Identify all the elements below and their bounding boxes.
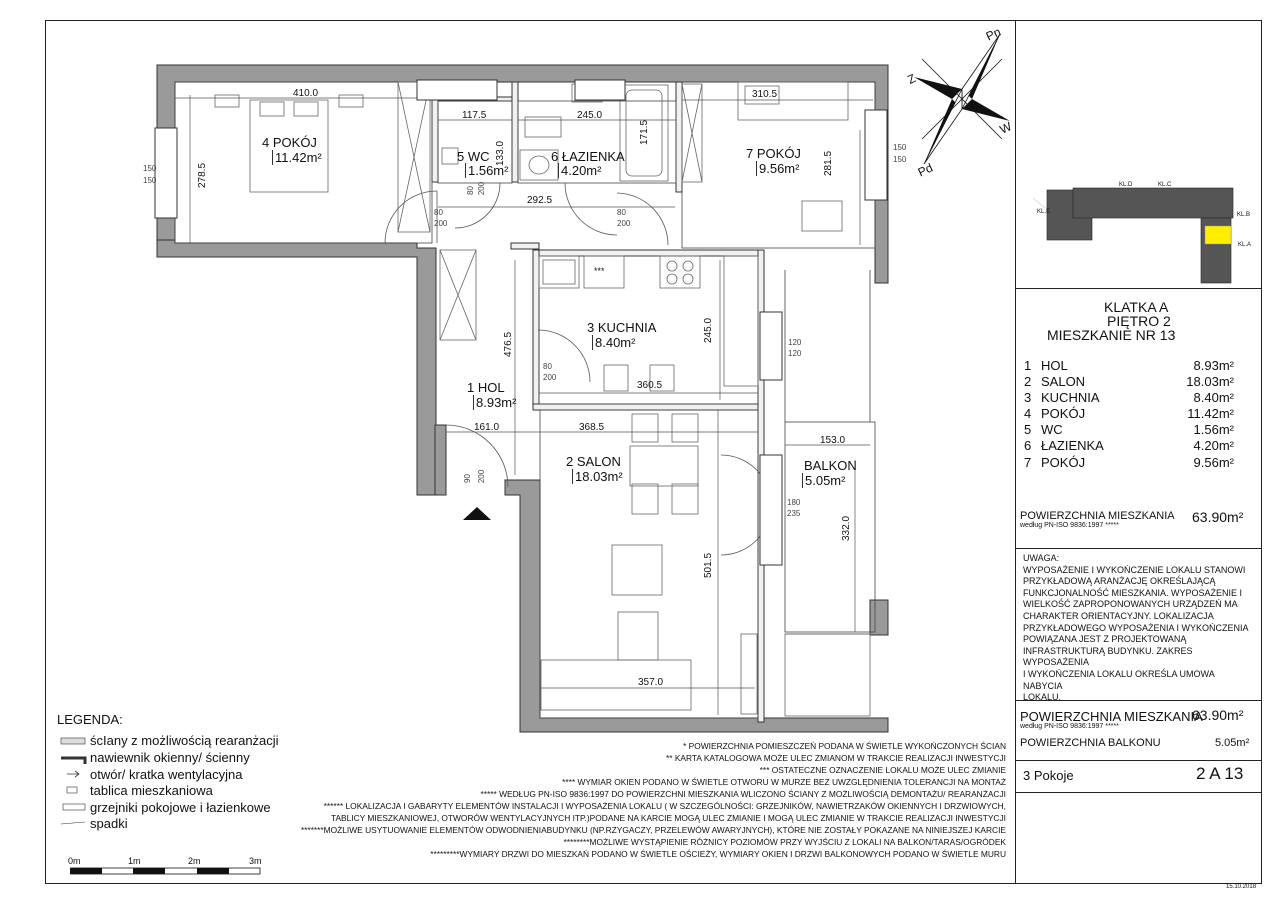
summary-label: POWIERZCHNIA MIESZKANIA (1020, 510, 1175, 522)
note-line: POWIĄZANA JEST Z PROJEKTOWANĄ (1023, 634, 1187, 645)
compass-rose (914, 34, 1010, 164)
note-line: CHARAKTER ORIENTACYJNY. LOKALIZACJA (1023, 610, 1214, 621)
window-kitchen-width: 120 (788, 338, 802, 347)
room3-label: 3 KUCHNIA (587, 320, 657, 335)
door-kitchen-width: 80 (543, 362, 552, 371)
sheet-date: 15.10.2018 (1226, 884, 1257, 890)
legend-item: grzejniki pokojowe i łazienkowe (90, 800, 271, 815)
door-swings (385, 183, 771, 555)
note-line: I WYKOŃCZENIA LOKALU OKREŚLA UMOWA NABYCIA (1023, 668, 1215, 691)
dim-501-5: 501.5 (703, 552, 715, 579)
note-line: WYPOSAŻENIE I WYKOŃCZENIE LOKALU STANOWI (1023, 564, 1246, 575)
floor-title: PIĘTRO 2 (1107, 313, 1171, 329)
rooms-count: 3 Pokoje (1023, 768, 1074, 783)
door-kitchen-height: 200 (543, 373, 557, 382)
compass-north: Pn (983, 24, 1003, 44)
slope-icon (61, 822, 85, 824)
scale-bar (70, 866, 270, 880)
dim-310-5: 310.5 (752, 89, 778, 100)
window-left-width: 150 (143, 164, 157, 173)
entrance-door-width: 90 (462, 474, 472, 483)
panel-divider-5 (1015, 792, 1262, 793)
entrance-door-height: 200 (477, 469, 487, 484)
legend-item: otwór/ kratka wentylacyjna (90, 767, 243, 782)
apartment-board-icon (67, 787, 77, 793)
room6-label: 6 ŁAZIENKA (551, 149, 625, 164)
dim-133: 133.0 (495, 140, 507, 167)
door-room6-height: 200 (617, 219, 631, 228)
footnote: *********WYMIARY DRZWI DO MIESZKAŃ PODANO W ŚWIETLE OŚCIEŻY, WYMIARY OKIEN I DRZWI BALKONOWYCH PODANO W ŚWIETLE MURU (430, 849, 1006, 859)
legend-item: spadki (90, 816, 128, 831)
room5-label: 5 WC (457, 149, 490, 164)
door-wc-height: 200 (477, 181, 487, 196)
dim-292-5: 292.5 (527, 195, 553, 206)
balcony-door-height: 235 (787, 509, 801, 518)
totals-label: POWIERZCHNIA MIESZKANIA (1020, 709, 1203, 724)
room2-label: 2 SALON (566, 454, 621, 469)
panel-divider-4 (1015, 760, 1262, 761)
summary-value: 63.90m² (1192, 509, 1244, 525)
dim-360-5: 360.5 (637, 380, 663, 391)
balcony-door-width: 180 (787, 498, 801, 507)
note-line: LOKALU. (1023, 692, 1062, 703)
furniture (215, 82, 870, 716)
footnote: * POWIERZCHNIA POMIESZCZEŃ PODANA W ŚWIETLE WYKOŃCZONYCH ŚCIAN (683, 741, 1006, 751)
dim-476-5: 476.5 (503, 331, 515, 358)
compass-south: Pd (915, 160, 935, 180)
keyplan-kl-a: KL.A (1238, 242, 1252, 248)
floor-plan-sheet: Pn Z W Pd 4 POKÓJ 11.42m² 5 WC 1.56m² 6 ŁAZIENKA 4.20m² 7 POKÓJ 9.56m² 3 KUCHNIA 8.40m² 1 HOL 8.93m² 2 SALON 18.03m² BALKON 5.05m² 410.0 310.5 117.5 245.0 133.0 171.5 278.5 281.5 292.5 476.5 245.0 360.5 161.0 368.5 153.0 332.0 501.5 357.0 150 150 150 150 120 120 180 235 80 200 80 200 80 200 80 200 90 200 *** KL.D KL.C KL.B KL.E KL.A KLATKA A PIĘTRO 2 MIESZKANIE NR 13 1 HOL 8.93m² 2 SALON 18.03m² 3 KUCHNIA 8.40m² 4 POKÓJ 11.42m² 5 WC 1.56m² 6 ŁAZIENKA 4.20m² 7 POKÓJ 9.56m² POWIERZCHNIA MIESZKANIA według PN-ISO 9836:1997 ***** 63.90m² UWAGA: WYPOSAŻENIE I WYKOŃCZENIE LOKALU STANOWI PRZYKŁADOWĄ ARANŻACJĘ OKREŚLAJĄCĄ FUNKCJONALNOŚĆ MIESZKANIA. WYPOSAŻENIE I WIELKOŚĆ ZAPROPONOWANYCH URZĄDZEŃ MA CHARAKTER ORIENTACYJNY. LOKALIZACJA PRZYKŁADOWEGO WYPOSAŻENIA I WYKOŃCZENIA POWIĄZANA JEST Z PROJEKTOWANĄ INFRASTRUKTURĄ BUDYNKU. ZAKRES WYPOSAŻENIA I WYKOŃCZENIA LOKALU OKREŚLA UMOWA NABYCIA LOKALU. POWIERZCHNIA MIESZKANIA według PN-ISO 9836:1997 ***** 63.90m² POWIERZCHNIA BALKONU 5.05m² 3 Pokoje 2 A 13 15.10.2018 LEGENDA: ścIany z możliwością rearanżacji nawiewnik okienny/ ścienny otwór/ kratka wentylacyjna tablica mieszkaniowa grzejniki pokojowe i łazienkowe spadki 0m 1m 2m 3m * POWIERZCHNIA POMIESZCZEŃ PODANA W ŚWIETLE WYKOŃCZONYCH ŚCIAN ** KARTA KATALOGOWA MOŻE ULEC ZMIANOM W TRAKCIE REALIZACJI INWESTYCJI *** OSTATECZNE OZNACZENIE LOKALU MOŻE ULEC ZMIANIE **** WYMIAR OKIEN PODANO W ŚWIETLE OTWORU W MURZE BEZ UWZGLĘDNIENIA TOLERANCJI NA MONTAŻ ***** WEDŁUG PN-ISO 9836:1997 DO POWIERZCHNI MIESZKANIA WLICZONO ŚCIANY Z MOŻLIWOŚCIĄ DEMONTAŻU/ REARANŻACJI ****** LOKALIZACJA I GABARYTY ELEMENTÓW INSTALACJI I WYPOSAŻENIA LOKALU ( W SZCZEGÓLNOŚCI: GRZEJNIKÓW, NAWIETRZAKÓW OKIENNYCH I DRZWIOWYCH, TABLICY MIESZKANIOWEJ, OTWORÓW WENTYLACYJNYCH ITP.)PODANE NA KARCIE MOGĄ ULEC ZMIANIE I MOGĄ ULEC ZMIANIE W TRAKCIE REALIZACJI INWESTYCJI *******MOŻLIWE USYTUOWANIE ELEMENTÓW ODWODNIENIABUDYNKU (NP.RZYGACZY, PRZELEWÓW AWARYJNYCH), KTÓRE NIE ZOSTAŁY POKAZANE NA NINIEJSZEJ KARCIE ********MOŻLIWE WYSTĄPIENIE RÓŻNICY POZIOMÓW PRZY WYJŚCIU Z LOKALI NA BALKON/TARAS/OGRÓDEK *********WYMIARY DRZWI DO MIESZKAŃ PODANO W ŚWIETLE OŚCIEŻY, WYMIARY OKIEN I DRZWI BALKONOWYCH PODANO W ŚWIETLE MURU (0, 0, 1280, 905)
window-kitchen-height: 120 (788, 349, 802, 358)
balcony-area: 5.05m² (802, 473, 845, 488)
notes-title: UWAGA: (1023, 553, 1060, 563)
dim-245-top: 245.0 (577, 110, 603, 121)
footnote: ***** WEDŁUG PN-ISO 9836:1997 DO POWIERZCHNI MIESZKANIA WLICZONO ŚCIANY Z MOŻLIWOŚCIĄ DEMONTAŻU/ REARANŻACJI (480, 789, 1006, 799)
footnote: *******MOŻLIWE USYTUOWANIE ELEMENTÓW ODWODNIENIABUDYNKU (NP.RZYGACZY, PRZELEWÓW AWARYJNYCH), KTÓRE NIE ZOSTAŁY POKAZANE NA NINIEJSZEJ KARCIE (300, 825, 1006, 835)
dim-245-kitchen: 245.0 (703, 317, 715, 344)
balcony-total-label: POWIERZCHNIA BALKONU (1020, 737, 1161, 749)
scale-1: 1m (128, 856, 141, 866)
dim-161: 161.0 (474, 422, 500, 433)
door-wc-width: 80 (465, 186, 475, 195)
dim-171-5: 171.5 (639, 119, 651, 146)
totals-sub: według PN-ISO 9836:1997 ***** (1020, 723, 1119, 730)
room1-label: 1 HOL (467, 380, 505, 395)
window-right-height: 150 (893, 155, 907, 164)
dim-278-5: 278.5 (197, 162, 209, 189)
compass-east: Z (905, 71, 918, 87)
dim-410: 410.0 (293, 88, 319, 99)
dim-357: 357.0 (638, 677, 664, 688)
window-left-height: 150 (143, 176, 157, 185)
room7-area: 9.56m² (756, 161, 799, 176)
rearrangeable-wall-icon (61, 738, 85, 744)
room6-area: 4.20m² (558, 163, 601, 178)
entrance-marker (463, 507, 491, 520)
totals-value: 63.90m² (1192, 707, 1244, 723)
footnote: **** WYMIAR OKIEN PODANO W ŚWIETLE OTWORU W MURZE BEZ UWZGLĘDNIENIA TOLERANCJI NA MONTAŻ (562, 777, 1006, 787)
dim-368-5: 368.5 (579, 422, 605, 433)
note-line: PRZYKŁADOWEGO WYPOSAŻENIA I WYKOŃCZENIA (1023, 622, 1249, 633)
door-room6-width: 80 (617, 208, 626, 217)
footnote: ** KARTA KATALOGOWA MOŻE ULEC ZMIANOM W TRAKCIE REALIZACJI INWESTYCJI (665, 753, 1006, 763)
dim-332: 332.0 (841, 515, 853, 542)
legend-item: nawiewnik okienny/ ścienny (90, 750, 250, 765)
note-line: PRZYKŁADOWĄ ARANŻACJĘ OKREŚLAJĄCĄ (1023, 576, 1216, 587)
footnote: ****** LOKALIZACJA I GABARYTY ELEMENTÓW INSTALACJI I WYPOSAŻENIA LOKALU ( W SZCZEGÓLNOŚCI: GRZEJNIKÓW, NAWIETRZAKÓW OKIENNYCH I DRZWIOWYCH, (323, 801, 1006, 811)
vent-opening-icon (67, 771, 79, 777)
room2-area: 18.03m² (572, 469, 623, 484)
footnote: ********MOŻLIWE WYSTĄPIENIE RÓŻNICY POZIOMÓW PRZY WYJŚCIU Z LOKALI NA BALKON/TARAS/OGRÓDEK (563, 837, 1006, 847)
summary-sub: według PN-ISO 9836:1997 ***** (1020, 522, 1119, 529)
scale-0: 0m (68, 856, 81, 866)
apartment-title: MIESZKANIE NR 13 (1047, 327, 1176, 343)
note-line: FUNKCJONALNOŚĆ MIESZKANIA. WYPOSAŻENIE I (1023, 587, 1243, 598)
room4-label: 4 POKÓJ (262, 135, 317, 150)
room5-area: 1.56m² (465, 163, 508, 178)
window-right-width: 150 (893, 143, 907, 152)
panel-divider-2 (1015, 548, 1262, 549)
notes-block (1023, 553, 1253, 704)
staircase-title: KLATKA A (1104, 299, 1169, 315)
room1-area: 8.93m² (473, 395, 516, 410)
room4-area: 11.42m² (272, 150, 322, 165)
room7-label: 7 POKÓJ (746, 146, 801, 161)
key-plan (1033, 178, 1238, 288)
scale-3: 3m (249, 856, 262, 866)
balcony-label: BALKON (804, 458, 857, 473)
keyplan-kl-e: KL.E (1037, 209, 1051, 215)
note-line: WIELKOŚĆ ZAPROPONOWANYCH URZĄDZEŃ MA (1023, 599, 1238, 610)
vent-window-icon (61, 758, 85, 764)
legend-item: tablica mieszkaniowa (90, 783, 213, 798)
balcony-total-value: 5.05m² (1215, 737, 1250, 749)
apartment-code: 2 A 13 (1196, 764, 1244, 783)
note-line: INFRASTRUKTURĄ BUDYNKU. ZAKRES WYPOSAŻENIA (1023, 645, 1193, 668)
door-room4-height: 200 (434, 219, 448, 228)
keyplan-kl-b: KL.B (1237, 212, 1251, 218)
legend-item: ścIany z możliwością rearanżacji (90, 733, 279, 748)
keyplan-kl-c: KL.C (1158, 182, 1172, 188)
radiator-icon (63, 804, 85, 810)
side-panel-divider (1015, 20, 1016, 884)
vent-stars: *** (594, 266, 605, 276)
dim-117-5: 117.5 (462, 110, 487, 121)
footnote: TABLICY MIESZKANIOWEJ, OTWORÓW WENTYLACYJNYCH ITP.)PODANE NA KARCIE MOGĄ ULEC ZMIANIE I MOGĄ ULEC ZMIANIE W TRAKCIE REALIZACJI INWESTYCJI (330, 813, 1006, 823)
panel-divider-1 (1015, 288, 1262, 289)
keyplan-kl-d: KL.D (1119, 182, 1133, 188)
door-room4-width: 80 (434, 208, 443, 217)
legend-title: LEGENDA: (57, 712, 123, 727)
scale-2: 2m (188, 856, 201, 866)
dim-281-5: 281.5 (823, 150, 835, 177)
compass-west: W (997, 119, 1014, 137)
footnote: *** OSTATECZNE OZNACZENIE LOKALU MOŻE ULEC ZMIANIE (759, 765, 1006, 775)
dim-153: 153.0 (820, 435, 846, 446)
room3-area: 8.40m² (592, 335, 635, 350)
